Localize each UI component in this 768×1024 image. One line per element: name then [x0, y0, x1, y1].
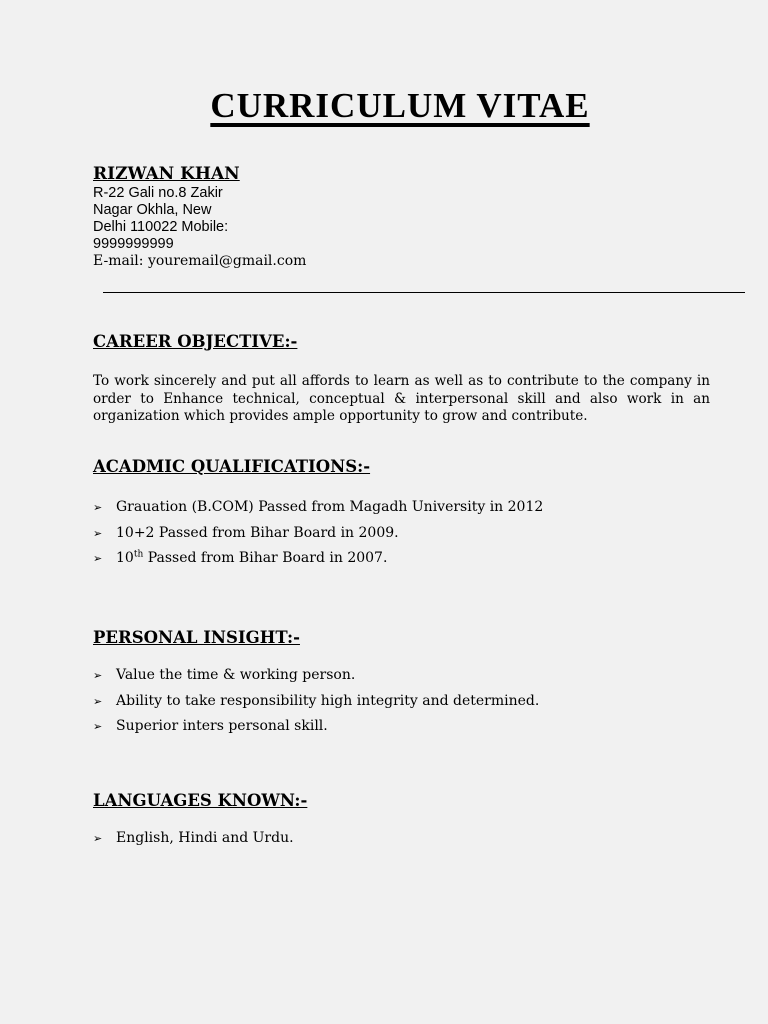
list-item: ➢ Value the time & working person.	[93, 663, 539, 689]
contact-address	[93, 185, 228, 253]
address-line: Nagar Okhla, New	[93, 202, 212, 218]
list-item: ➢ English, Hindi and Urdu.	[93, 826, 294, 852]
personal-insight-heading: PERSONAL INSIGHT:-	[93, 628, 300, 647]
document-title: CURRICULUM VITAE	[210, 86, 590, 125]
career-objective-text: To work sincerely and put all affords to learn as well as to contribute to the company in order to Enhance technical, conceptual & interpersonal skill and also work in an organization which provides ample opportunity to grow and contribute.	[93, 373, 710, 424]
mobile-number: 9999999999	[93, 236, 174, 252]
arrowhead-bullet-icon: ➢	[93, 501, 103, 514]
career-objective-heading: CAREER OBJECTIVE:-	[93, 332, 298, 351]
arrowhead-bullet-icon: ➢	[93, 526, 103, 540]
arrowhead-bullet-icon: ➢	[93, 694, 103, 708]
list-item: ➢ Ability to take responsibility high integrity and determined.	[93, 689, 539, 715]
arrowhead-bullet-icon: ➢	[93, 720, 103, 733]
arrowhead-bullet-icon: ➢	[93, 669, 103, 682]
qualifications-list	[93, 495, 543, 572]
arrowhead-bullet-icon: ➢	[93, 552, 103, 565]
address-line: Delhi 110022 Mobile:	[93, 219, 229, 235]
list-item: ➢ Superior inters personal skill.	[93, 714, 539, 740]
personal-insight-list	[93, 663, 539, 740]
arrowhead-bullet-icon: ➢	[93, 832, 103, 845]
email-line: E-mail: youremail@gmail.com	[93, 253, 307, 269]
list-item: ➢ Grauation (B.COM) Passed from Magadh University in 2012	[93, 495, 543, 521]
candidate-name: RIZWAN KHAN	[93, 164, 240, 184]
list-item: ➢ 10th Passed from Bihar Board in 2007.	[93, 546, 543, 572]
languages-list	[93, 826, 294, 852]
qualifications-heading: ACADMIC QUALIFICATIONS:-	[93, 457, 371, 476]
header-divider	[103, 292, 745, 293]
address-line: R-22 Gali no.8 Zakir	[93, 185, 223, 201]
list-item: ➢ 10+2 Passed from Bihar Board in 2009.	[93, 521, 543, 547]
languages-heading: LANGUAGES KNOWN:-	[93, 791, 308, 810]
